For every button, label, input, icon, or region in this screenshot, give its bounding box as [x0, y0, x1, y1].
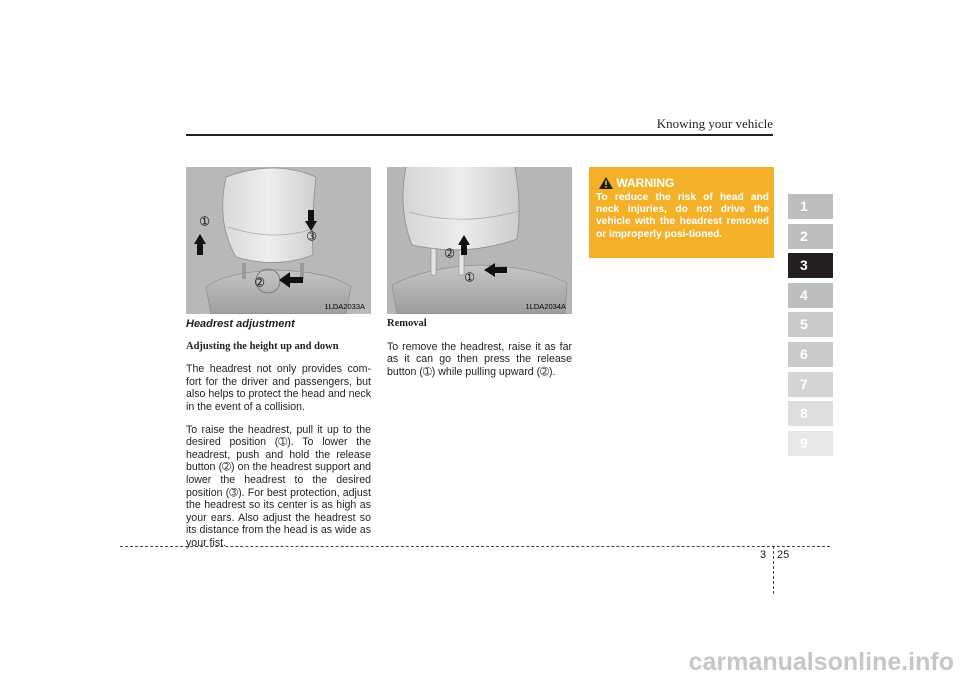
headrest-adjustment-heading: Headrest adjustment	[186, 318, 295, 330]
warning-title: WARNING	[616, 175, 675, 190]
chapter-tab-3[interactable]: 3	[788, 253, 833, 278]
chapter-tab-9[interactable]: 9	[788, 431, 833, 456]
chapter-tab-6[interactable]: 6	[788, 342, 833, 367]
watermark: carmanualsonline.info	[688, 648, 954, 676]
chapter-tab-5[interactable]: 5	[788, 312, 833, 337]
paragraph: To raise the headrest, pull it up to the desired position (➀). To lower the headrest, push and hold the release button (➁) on the headrest support and lower the headrest to the desired position (➂). For best protection, adjust the headrest so its center is as high as your ears. Also adjust the headrest so its distance from the head is as wide as your fist.	[186, 423, 371, 549]
warning-box	[589, 167, 774, 258]
chapter-tab-2[interactable]: 2	[788, 224, 833, 249]
callout-1: ➀	[200, 216, 210, 228]
header-rule	[186, 134, 773, 136]
section-title: Knowing your vehicle	[656, 116, 773, 131]
headrest-removal-figure	[387, 167, 572, 314]
figure-code: 1LDA2034A	[525, 302, 566, 311]
warning-header	[599, 175, 674, 190]
callout-3: ➂	[307, 231, 317, 243]
paragraph: To remove the headrest, raise it as far as it can go then press the release button (➀) while pulling upward (➁).	[387, 340, 572, 378]
warning-text: To reduce the risk of head and neck injuries, do not drive the vehicle with the headrest removed or improperly posi-tioned.	[596, 192, 769, 240]
removal-heading: Removal	[387, 318, 427, 329]
middle-column	[387, 318, 572, 388]
figure-code: 1LDA2033A	[324, 302, 365, 311]
chapter-tab-8[interactable]: 8	[788, 401, 833, 426]
footer-rule	[120, 546, 830, 547]
footer-divider	[773, 546, 774, 594]
chapter-tab-1[interactable]: 1	[788, 194, 833, 219]
height-adjust-subheading: Adjusting the height up and down	[186, 340, 339, 352]
left-column	[186, 318, 371, 560]
callout-2: ➁	[255, 277, 265, 289]
callout-1: ➀	[465, 272, 475, 284]
page-number: 25	[777, 549, 790, 561]
warning-icon	[599, 177, 613, 189]
callout-2: ➁	[445, 248, 455, 260]
chapter-number: 3	[760, 549, 767, 561]
chapter-tab-7[interactable]: 7	[788, 372, 833, 397]
headrest-adjustment-figure	[186, 167, 371, 314]
chapter-tab-4[interactable]: 4	[788, 283, 833, 308]
paragraph: The headrest not only provides com-fort for the driver and passengers, but also helps to protect the head and neck in the event of a collision.	[186, 363, 371, 413]
